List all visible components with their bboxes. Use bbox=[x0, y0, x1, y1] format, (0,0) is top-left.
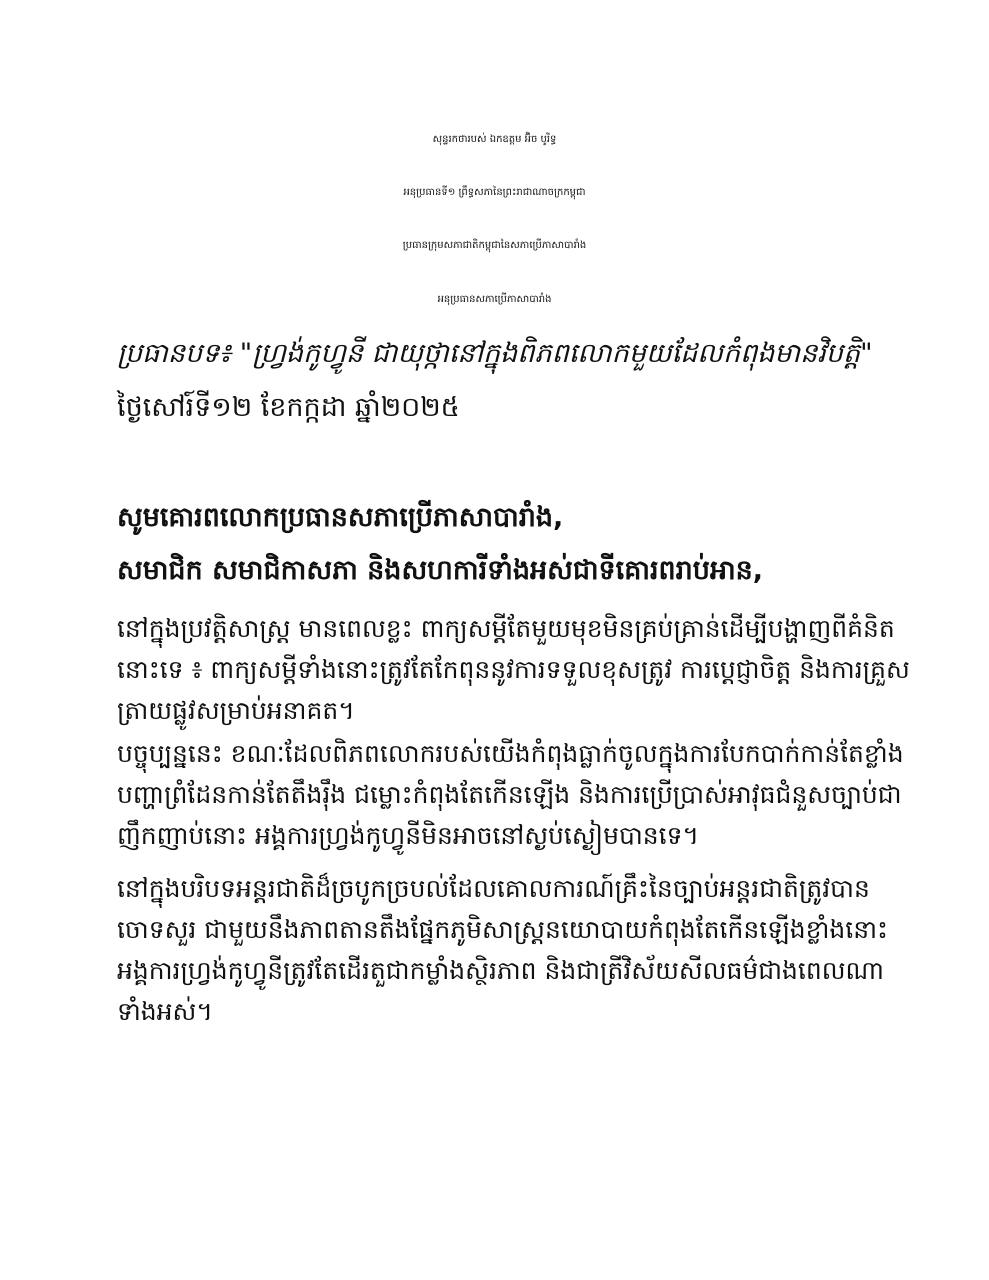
speech-title: សុន្ទរកថារបស់ ឯកឧត្តម អ៊ិច បូរិទ្ធ bbox=[432, 134, 557, 145]
paragraph-line: នៅក្នុងប្រវត្តិសាស្ត្រ មានពេលខ្លះ ពាក្យសម្ដីតែមួយមុខមិនគ្រប់គ្រាន់ដើម្បីបង្ហាញពីគំនិត bbox=[117, 614, 895, 643]
speaker-title-group: ប្រធានក្រុមសភាជាតិកម្ពុជានៃសភាប្រើភាសាបារាំង bbox=[402, 240, 587, 251]
speech-date: ថ្ងៃសៅរ៍ទី១២ ខែកក្កដា ឆ្នាំ២០២៥ bbox=[117, 392, 460, 423]
salutation-members: សមាជិក សមាជិកាសភា និងសហការីទាំងអស់ជាទីគោរពរាប់អាន, bbox=[117, 555, 764, 586]
paragraph-line: ទាំងអស់។ bbox=[117, 997, 213, 1026]
paragraph-history bbox=[117, 608, 910, 731]
paragraph-context bbox=[117, 868, 889, 1032]
paragraph-line: ញឹកញាប់នោះ អង្គការហ្វ្រង់កូហ្វូនីមិនអាចនៅស្ងប់ស្ងៀមបានទេ។ bbox=[117, 821, 699, 850]
speaker-title-assembly: អនុប្រធានសភាប្រើភាសាបារាំង bbox=[437, 294, 552, 305]
paragraph-line: អង្គការហ្វ្រង់កូហ្វូនីត្រូវតែដើរតួជាកម្លាំងស្ថិរភាព និងជាត្រីវិស័យសីលធម៌ជាងពេលណា bbox=[117, 956, 884, 985]
paragraph-line: នៅក្នុងបរិបទអន្តរជាតិដ៏ច្របូកច្របល់ដែលគោលការណ៍គ្រឹះនៃច្បាប់អន្តរជាតិត្រូវបាន bbox=[117, 874, 870, 903]
paragraph-line: នោះទេ ៖ ពាក្យសម្ដីទាំងនោះត្រូវតែកែពុននូវការទទួលខុសត្រូវ ការប្ដេជ្ញាចិត្ត និងការគ្រួស bbox=[117, 655, 910, 684]
paragraph-present bbox=[117, 733, 904, 856]
paragraph-line: បច្ចុប្បន្ននេះ ខណៈដែលពិភពលោករបស់យើងកំពុងធ្លាក់ចូលក្នុងការបែកបាក់កាន់តែខ្លាំង bbox=[117, 739, 904, 768]
paragraph-line: ចោទសួរ ជាមួយនឹងភាពតានតឹងផ្នែកភូមិសាស្ត្រនយោបាយកំពុងតែកើនឡើងខ្លាំងនោះ bbox=[117, 915, 889, 944]
speaker-title-senate: អនុប្រធានទី១ ព្រឹទ្ធសភានៃព្រះរាជាណាចក្រកម្ពុជា bbox=[403, 187, 586, 198]
paragraph-line: ត្រាយផ្លូវសម្រាប់អនាគត។ bbox=[117, 696, 355, 725]
speech-subject: ប្រធានបទ៖ "ហ្វ្រង់កូហ្វូនី ជាយុថ្កានៅក្នុងពិភពលោកមួយដែលកំពុងមានវិបត្តិ" bbox=[117, 338, 873, 369]
salutation-president: សូមគោរពលោកប្រធានសភាប្រើភាសាបារាំង, bbox=[117, 502, 564, 533]
paragraph-line: បញ្ហាព្រំដែនកាន់តែតឹងរ៉ឹង ជម្លោះកំពុងតែកើនឡើង និងការប្រើប្រាស់អាវុធជំនួសច្បាប់ជា bbox=[117, 780, 902, 809]
